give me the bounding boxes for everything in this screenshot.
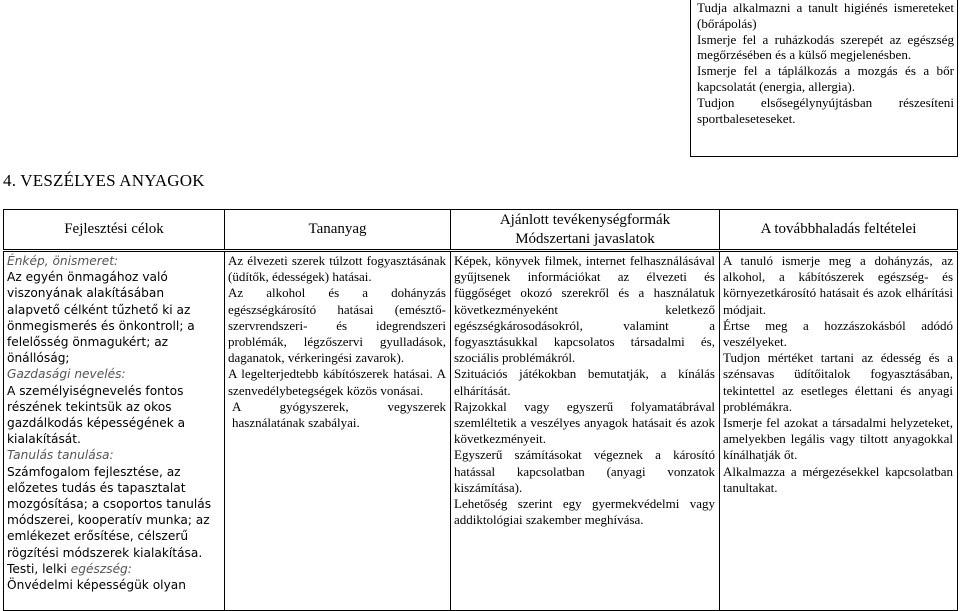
- activity-text: Lehetőség szerint egy gyermekvédelmi vagy addiktológiai szakember meghívása.: [454, 496, 715, 528]
- goal-text: Számfogalom fejlesztése, az előzetes tudás és tapasztalat mozgósítása; a csoportos tanulás módszerei, kooperatív munka; az emlékezet erősítése, célszerű rögzítési módszerek kialakítása.: [7, 464, 212, 560]
- header-activities-line1: Ajánlott tevékenységformák: [499, 212, 671, 228]
- curriculum-table: [3, 209, 958, 611]
- activity-text: Egyszerű számításokat végeznek a károsító hatással kapcsolatban (anyagi vonzatok kiszámítása).: [454, 447, 715, 495]
- goal-heading-plain: Testi, lelki: [7, 561, 67, 576]
- header-activities-line2: Módszertani javaslatok: [515, 230, 655, 247]
- header-curriculum: Tananyag: [225, 210, 451, 251]
- curriculum-cell: [225, 251, 451, 611]
- curriculum-text: Az élvezeti szerek túlzott fogyasztásának (üdítők, édességek) hatásai.: [228, 253, 446, 285]
- activity-text: Szituációs játékokban bemutatják, a kínálás elhárítását.: [454, 366, 715, 398]
- section-title: 4. VESZÉLYES ANYAGOK: [3, 171, 205, 190]
- header-development-goals: Fejlesztési célok: [4, 210, 225, 251]
- table-header-row: [4, 210, 958, 251]
- condition-text: Tudjon mértéket tartani az édesség és a szénsavas üdítőitalok fogyasztásában, tekintettel az esetleges élettani és anyagi problémákra.: [723, 350, 953, 414]
- activities-cell: [451, 251, 720, 611]
- requirement-line: Tudja alkalmazni a tanult higiénés ismereteket (bőrápolás): [697, 0, 954, 31]
- goal-text: A személyiségnevelés fontos részének tekintsük az okos gazdálkodás képességének a kialakítását.: [7, 383, 186, 447]
- goal-text: Az egyén önmagához való viszonyának alakításában alapvető célként tűzhető ki az önmegismerés és önkontroll; a felelősség önmagukért; az önállóság;: [7, 270, 195, 366]
- goal-text: Önvédelmi képességük olyan: [7, 578, 186, 593]
- condition-text: Értse meg a hozzászokásból adódó veszélyeket.: [723, 317, 953, 350]
- requirement-line: Tudjon elsősegélynyújtásban részesíteni sportbaleseteseket.: [697, 94, 954, 126]
- header-progress-conditions: A továbbhaladás feltételei: [720, 210, 958, 251]
- condition-text: Ismerje fel azokat a társadalmi helyzeteket, amelyekben legális vagy tiltott anyagokkal kínálhatják őt.: [723, 415, 953, 463]
- goal-heading-mixed: [7, 561, 220, 577]
- goal-heading: Gazdasági nevelés:: [7, 367, 126, 382]
- condition-text: A tanuló ismerje meg a dohányzás, az alkohol, a kábítószerek egészség- és környezetkárosító hatásait és azok elhárítási módjait.: [723, 253, 953, 317]
- goal-heading: Tanulás tanulása:: [7, 448, 114, 463]
- goal-heading-italic: egészség:: [70, 561, 132, 576]
- condition-text: Alkalmazza a mérgezésekkel kapcsolatban tanultakat.: [723, 463, 953, 495]
- progress-conditions-cell: [720, 251, 958, 611]
- curriculum-text: A gyógyszerek, vegyszerek használatának szabályai.: [232, 398, 446, 431]
- curriculum-text: A legelterjedtebb kábítószerek hatásai. A szenvedélybetegségek közös vonásai.: [228, 366, 446, 398]
- goal-heading: Énkép, önismeret:: [7, 254, 119, 268]
- previous-requirements-box: [690, 0, 958, 157]
- activity-text: Rajzokkal vagy egyszerű folyamatábrával szemléltetik a veszélyes anyagok hatásait és azok következményeit.: [454, 398, 715, 447]
- activity-text: Képek, könyvek filmek, internet felhasználásával gyűjtsenek információkat az élvezeti és függőséget okozó szerekről és a használatuk következményeként keletkező egészségkárosodásokról, valamint a fogyasztásukkal kapcsolatos társadalmi és, szociális problémákról.: [454, 253, 715, 366]
- table-row: [4, 251, 958, 611]
- curriculum-text: Az alkohol és a dohányzás egészségkárosító hatásai (emésztő-szervrendszeri- és idegrendszeri problémák, légzőszervi gyulladások, daganatok, vérkeringési zavarok).: [228, 285, 446, 366]
- development-goals-cell: [4, 251, 225, 611]
- requirement-line: Ismerje fel a táplálkozás a mozgás és a bőr kapcsolatát (energia, allergia).: [697, 63, 954, 94]
- header-activities: [451, 210, 720, 251]
- requirement-line: Ismerje fel a ruházkodás szerepét az egészség megőrzésében és a külső megjelenésben.: [697, 31, 954, 63]
